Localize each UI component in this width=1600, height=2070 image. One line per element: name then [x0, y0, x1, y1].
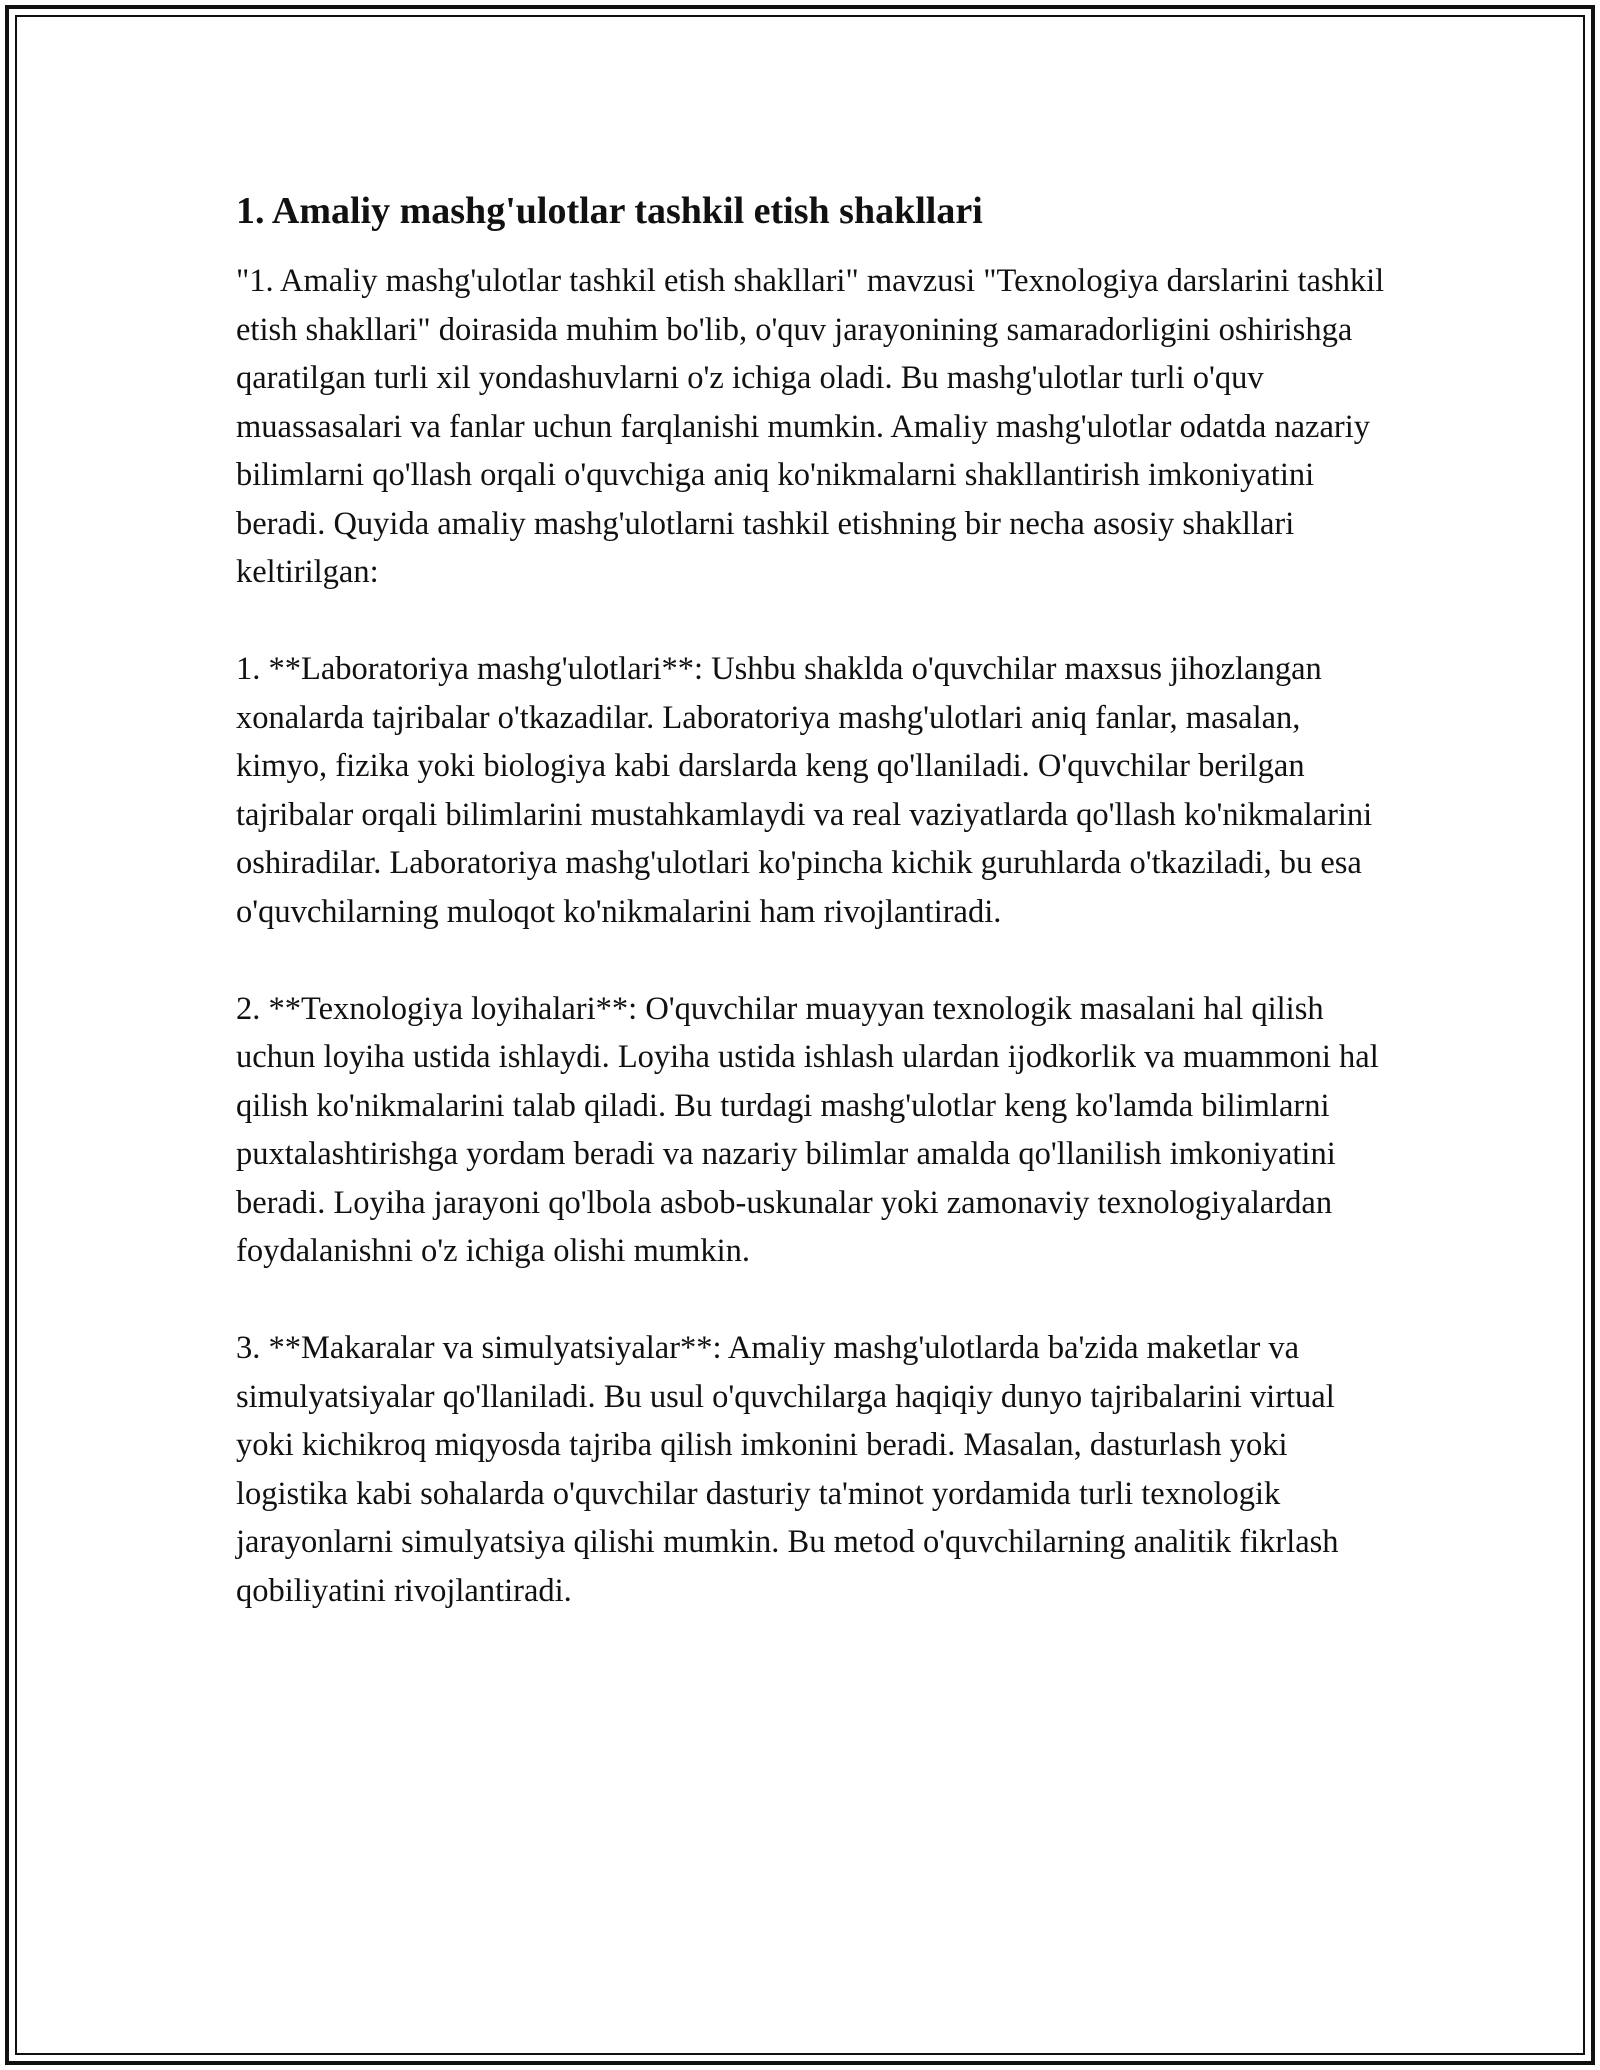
document-body	[236, 185, 1386, 1615]
intro-paragraph: "1. Amaliy mashg'ulotlar tashkil etish shakllari" mavzusi "Texnologiya darslarini tashkil etish shakllari" doirasida muhim bo'lib, o'quv jarayonining samaradorligini oshirishga qaratilgan turli xil yondashuvlarni o'z ichiga oladi. Bu mashg'ulotlar turli o'quv muassasalari va fanlar uchun farqlanishi mumkin. Amaliy mashg'ulotlar odatda nazariy bilimlarni qo'llash orqali o'quvchiga aniq ko'nikmalarni shakllantirish imkoniyatini beradi. Quyida amaliy mashg'ulotlarni tashkil etishning bir necha asosiy shakllari keltirilgan:	[236, 263, 1385, 590]
page-title: 1. Amaliy mashg'ulotlar tashkil etish shakllari	[236, 190, 983, 232]
paragraph-technology-projects: 2. **Texnologiya loyihalari**: O'quvchilar muayyan texnologik masalani hal qilish uchun loyiha ustida ishlaydi. Loyiha ustida ishlash ulardan ijodkorlik va muammoni hal qilish ko'nikmalarini talab qiladi. Bu turdagi mashg'ulotlar keng ko'lamda bilimlarni puxtalashtirishga yordam beradi va nazariy bilimlar amalda qo'llanilish imkoniyatini beradi. Loyiha jarayoni qo'lbola asbob-uskunalar yoki zamonaviy texnologiyalardan foydalanishni o'z ichiga olishi mumkin.	[236, 990, 1379, 1269]
paragraph-laboratory: 1. **Laboratoriya mashg'ulotlari**: Ushbu shaklda o'quvchilar maxsus jihozlangan xonalarda tajribalar o'tkazadilar. Laboratoriya mashg'ulotlari aniq fanlar, masalan, kimyo, fizika yoki biologiya kabi darslarda keng qo'llaniladi. O'quvchilar berilgan tajribalar orqali bilimlarini mustahkamlaydi va real vaziyatlarda qo'llash ko'nikmalarini oshiradilar. Laboratoriya mashg'ulotlari ko'pincha kichik guruhlarda o'tkaziladi, bu esa o'quvchilarning muloqot ko'nikmalarini ham rivojlantiradi.	[236, 651, 1373, 930]
paragraph-simulations: 3. **Makaralar va simulyatsiyalar**: Amaliy mashg'ulotlarda ba'zida maketlar va simulyatsiyalar qo'llaniladi. Bu usul o'quvchilarga haqiqiy dunyo tajribalarini virtual yoki kichikroq miqyosda tajriba qilish imkonini beradi. Masalan, dasturlash yoki logistika kabi sohalarda o'quvchilar dasturiy ta'minot yordamida turli texnologik jarayonlarni simulyatsiya qilishi mumkin. Bu metod o'quvchilarning analitik fikrlash qobiliyatini rivojlantiradi.	[236, 1330, 1339, 1609]
